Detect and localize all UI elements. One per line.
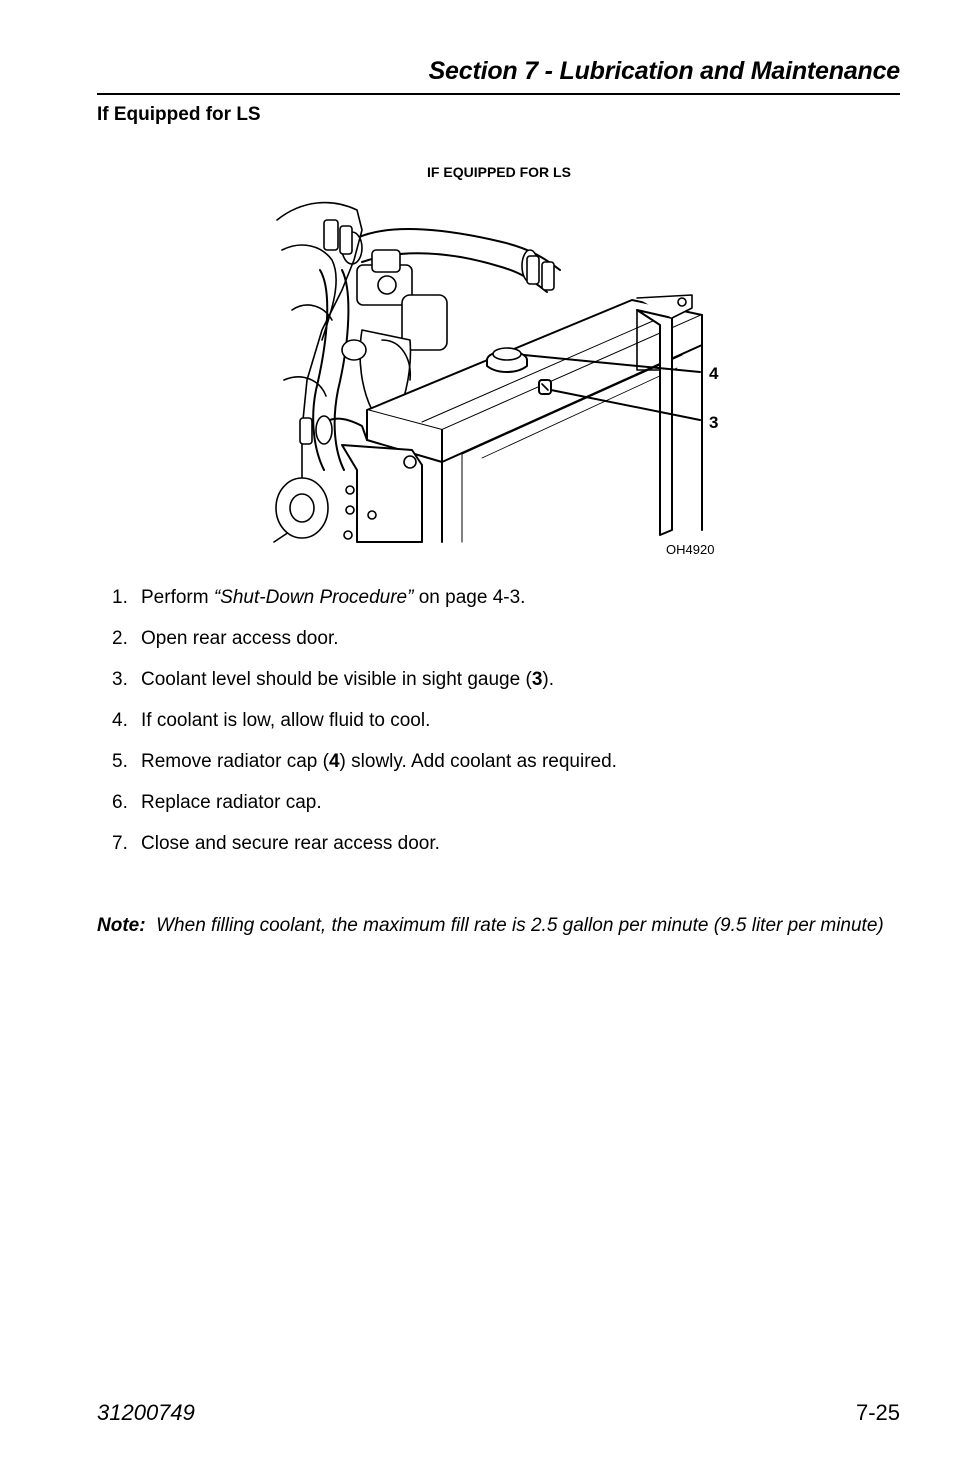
step-4: 4. If coolant is low, allow fluid to cool. (112, 710, 431, 731)
step-5: 5. Remove radiator cap (4) slowly. Add coolant as required. (112, 751, 617, 772)
step-2: 2. Open rear access door. (112, 628, 339, 649)
callout-3: 3 (709, 413, 719, 432)
note-text: When filling coolant, the maximum fill rate is 2.5 gallon per minute (9.5 liter per minute) (156, 915, 884, 936)
step-1: 1. Perform “Shut-Down Procedure” on page 4-3. (112, 587, 526, 608)
cross-reference: “Shut-Down Procedure” (213, 587, 414, 608)
page-number: 7-25 (855, 1400, 900, 1425)
note-label: Note: (97, 915, 146, 936)
header-rule (97, 93, 900, 95)
step-3: 3. Coolant level should be visible in sight gauge (3). (112, 669, 554, 690)
figure-code: OH4920 (666, 542, 715, 557)
radiator-illustration (262, 190, 732, 562)
document-number: 31200749 (97, 1400, 195, 1425)
figure-title: IF EQUIPPED FOR LS (427, 164, 571, 180)
subsection-title: If Equipped for LS (97, 104, 261, 125)
note (97, 912, 897, 939)
procedure-steps (112, 586, 892, 873)
step-7: 7. Close and secure rear access door. (112, 833, 440, 854)
step-6: 6. Replace radiator cap. (112, 792, 322, 813)
section-title: Section 7 - Lubrication and Maintenance (428, 57, 900, 85)
callout-4: 4 (709, 364, 719, 383)
